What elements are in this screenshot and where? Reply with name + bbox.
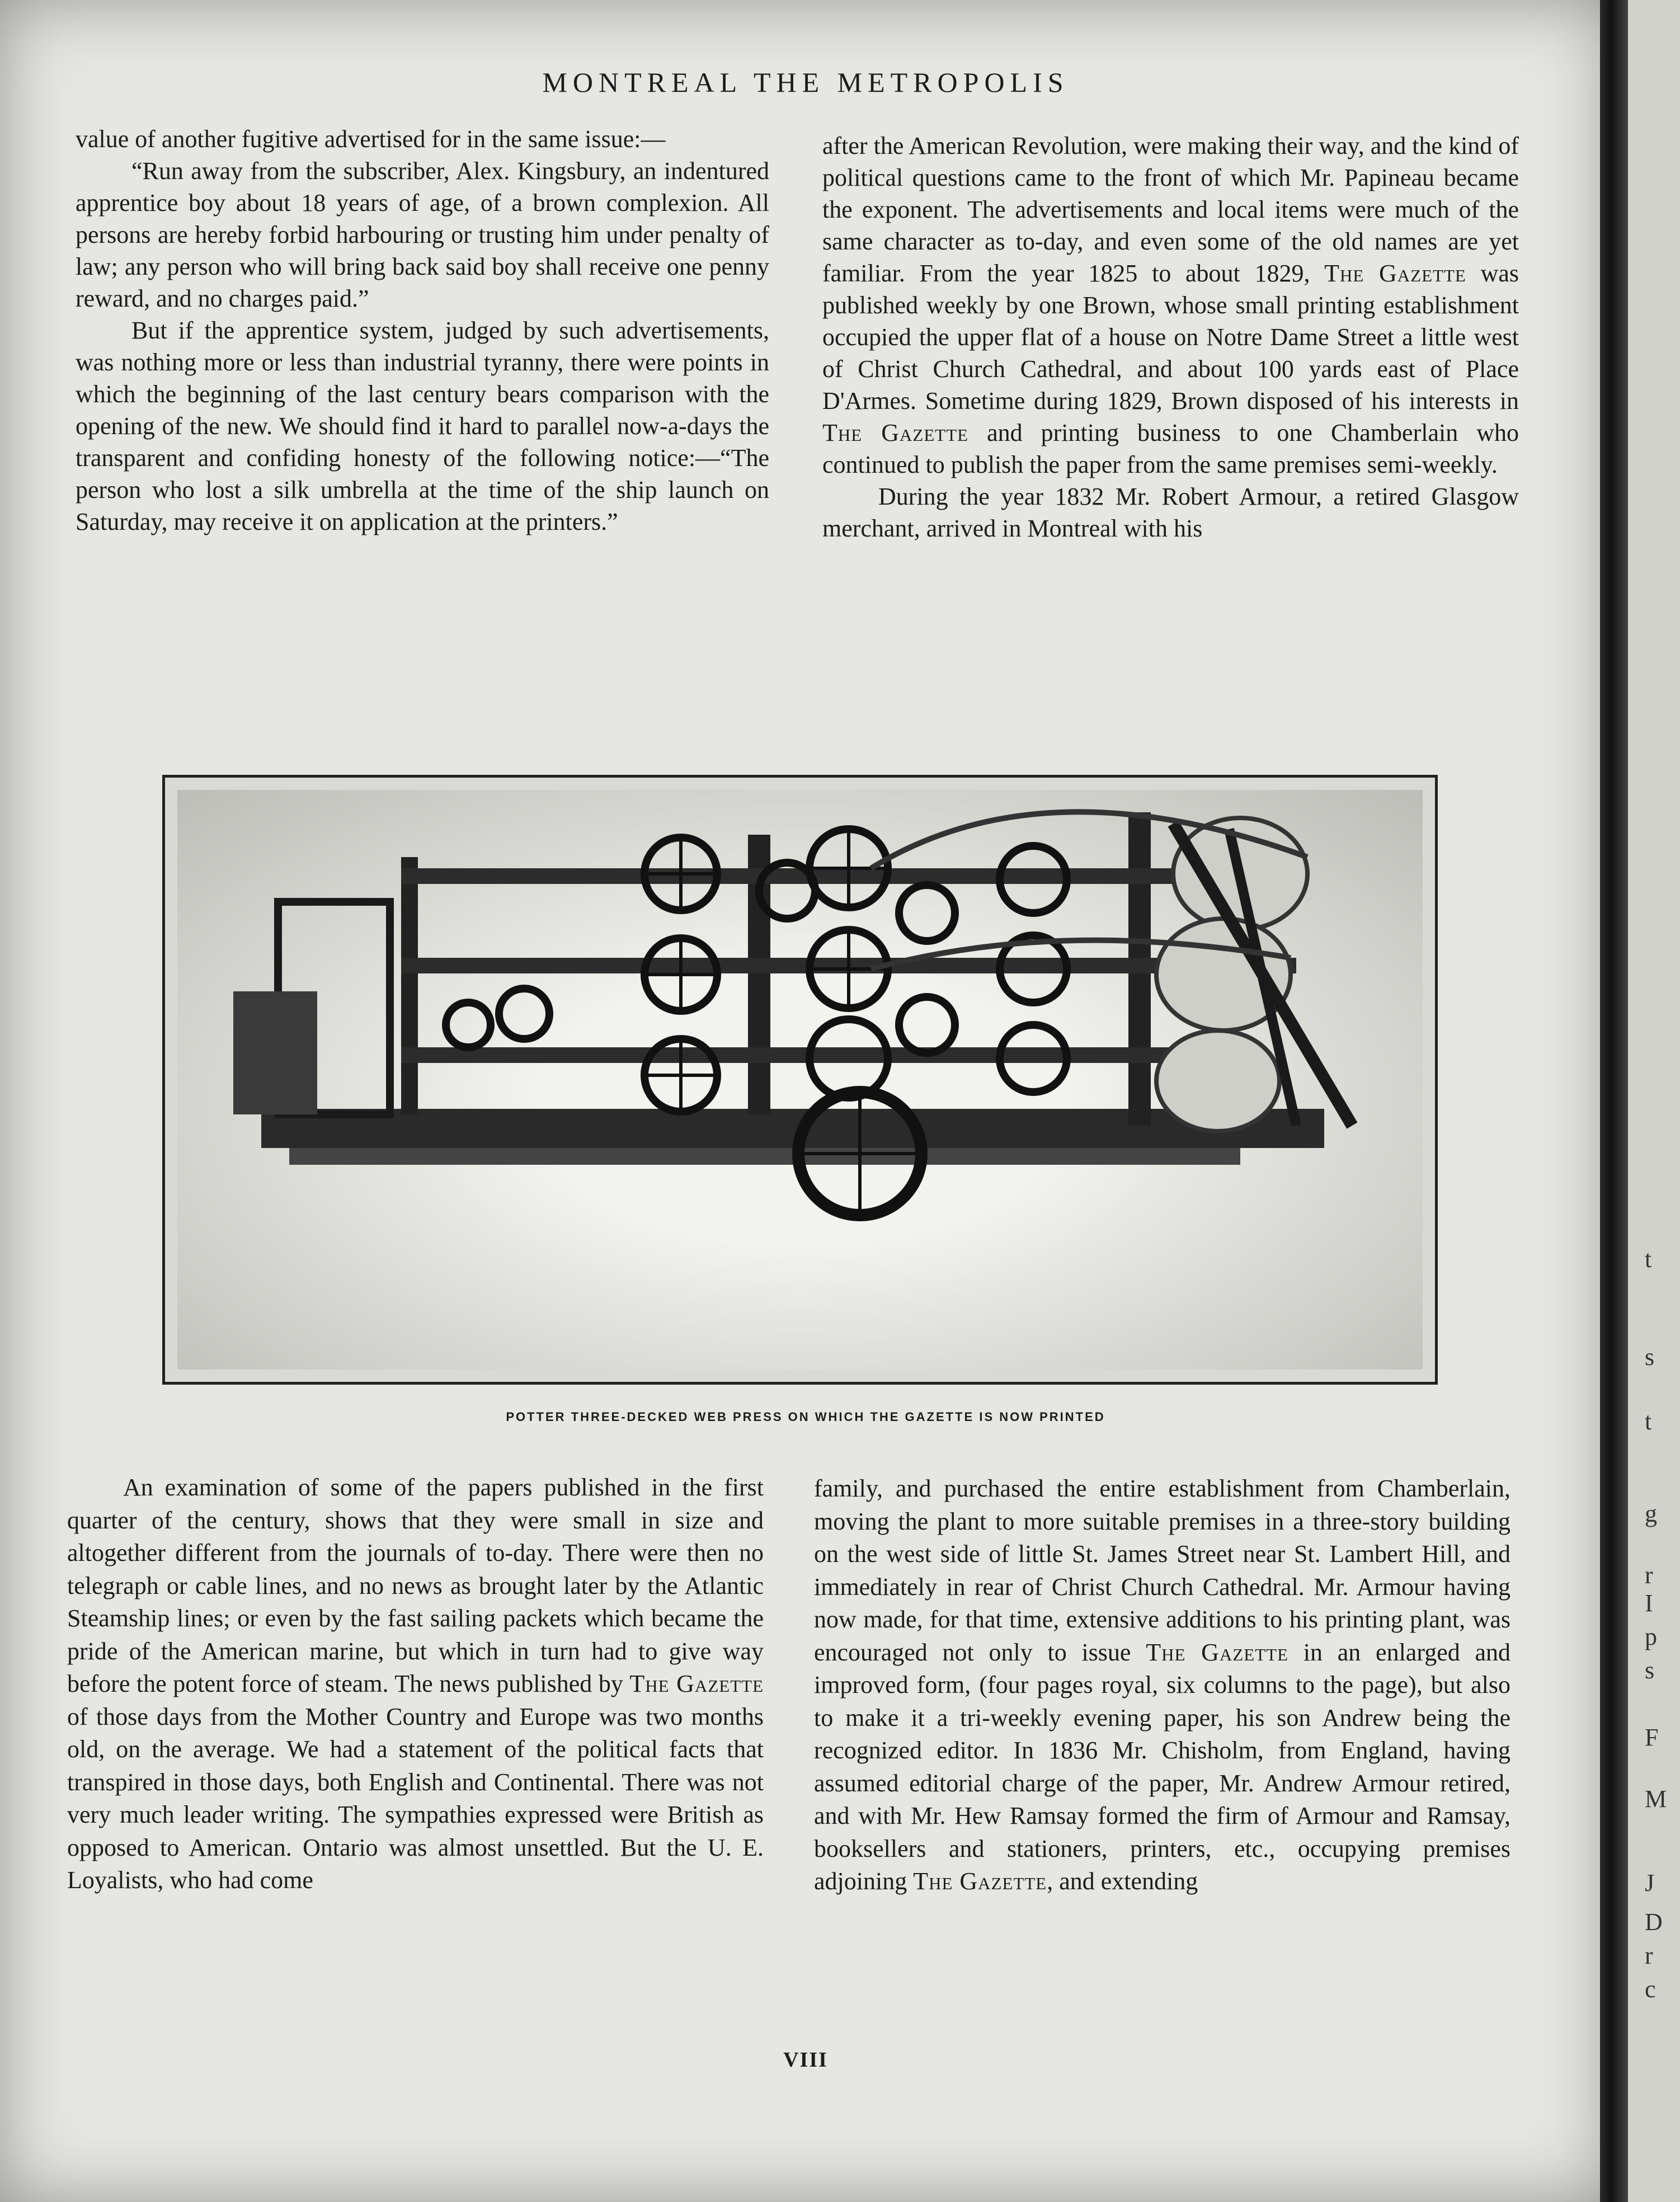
adjacent-page-edge (1628, 0, 1680, 2202)
paragraph: family, and purchased the entire establishment from Chamberlain, moving the plant to more suitable premises in a three-story building on the west side of little St. James Street near St. Lambert Hill, and immediately in rear of Christ Church Cathedral. Mr. Armour having now made, for that time, extensive additions to his printing plant, was encouraged not only to issue The Gazette in an enlarged and improved form, (four pages royal, six columns to the page), but also to make it a tri-weekly evening paper, his son Andrew being the recognized editor. In 1836 Mr. Chisholm, from England, having assumed editorial charge of the paper, Mr. Andrew Armour retired, and with Mr. Hew Ramsay formed the firm of Armour and Ramsay, booksellers and stationers, printers, etc., occupying premises adjoining The Gazette, and extending (814, 1475, 1511, 1895)
adjacent-page-letter: g (1645, 1500, 1657, 1527)
figure-caption: POTTER THREE-DECKED WEB PRESS ON WHICH THE GAZETTE IS NOW PRINTED (506, 1410, 1105, 1424)
column-bottom-left (67, 1471, 764, 1897)
adjacent-page-letter: t (1645, 1408, 1652, 1435)
adjacent-page-letter: D (1645, 1908, 1663, 1936)
adjacent-page-letter: I (1645, 1589, 1653, 1617)
adjacent-page-letter: p (1645, 1623, 1657, 1650)
column-top-right (822, 130, 1519, 544)
adjacent-page-letter: t (1645, 1245, 1652, 1273)
adjacent-page-letter: s (1645, 1343, 1655, 1371)
adjacent-page-letter: c (1645, 1975, 1656, 2003)
column-bottom-right (814, 1472, 1510, 1898)
running-header: MONTREAL THE METROPOLIS (542, 67, 1069, 98)
gazette-name: The Gazette (822, 419, 969, 446)
adjacent-page-letter: s (1645, 1657, 1655, 1684)
press-photograph (162, 775, 1438, 1385)
adjacent-page-letter: J (1645, 1869, 1655, 1897)
paragraph: During the year 1832 Mr. Robert Armour, a retired Glasgow merchant, arrived in Montreal with his (822, 483, 1519, 542)
paragraph: But if the apprentice system, judged by such advertisements, was nothing more or less than industrial tyranny, there were points in which the beginning of the last century bears comparison with the opening of the new. We should find it hard to parallel now-a-days the transparent and confiding honesty of the following notice:—“The person who lost a silk umbrella at the time of the ship launch on Saturday, may receive it on application at the printers.” (76, 317, 769, 535)
adjacent-page-letter: r (1645, 1561, 1653, 1589)
adjacent-page-letter: M (1645, 1785, 1667, 1813)
book-spine-shadow (1600, 0, 1628, 2202)
column-top-left (76, 123, 769, 538)
quoted-advertisement: “Run away from the subscriber, Alex. Kingsbury, an indentured apprentice boy about 18 years of age, of a brown complexion. All persons are hereby forbid harbouring or trusting him under penalty of law; any person who will bring back said boy shall receive one penny reward, and no charges paid.” (76, 157, 769, 312)
gazette-name: The Gazette (1146, 1638, 1289, 1666)
gazette-name: The Gazette (1324, 260, 1466, 287)
paragraph: after the American Revolution, were making their way, and the kind of political questions came to the front of which Mr. Papineau became the exponent. The advertisements and local items were much of the same character as to-day, and even some of the old names are yet familiar. From the year 1825 to about 1829, The Gazette was published weekly by one Brown, whose small printing establishment occupied the upper flat of a house on Notre Dame Street a little west of Christ Church Cathedral, and about 100 yards east of Place D'Armes. Sometime during 1829, Brown disposed of his interests in The Gazette and printing business to one Chamberlain who continued to publish the paper from the same premises semi-weekly. (822, 132, 1519, 478)
press-photo-image (177, 790, 1423, 1370)
gazette-name: The Gazette (913, 1867, 1047, 1895)
page-number: VIII (783, 2048, 828, 2072)
printing-press-illustration (177, 790, 1417, 1364)
adjacent-page-letter: F (1645, 1724, 1659, 1751)
adjacent-page-letter: r (1645, 1942, 1653, 1969)
paragraph: value of another fugitive advertised for in the same issue:— (76, 125, 666, 153)
gazette-name: The Gazette (629, 1670, 764, 1697)
paragraph: An examination of some of the papers published in the first quarter of the century, shows that they were small in size and altogether different from the journals of to-day. There were then no telegraph or cable lines, and no news as brought later by the Atlantic Steamship lines; or even by the fast sailing packets which became the pride of the American marine, but which in turn had to give way before the potent force of steam. The news published by The Gazette of those days from the Mother Country and Europe was two months old, on the average. We had a statement of the political facts that transpired in those days, both English and Continental. There was not very much leader writing. The sympathies expressed were British as opposed to American. Ontario was almost unsettled. But the U. E. Loyalists, who had come (67, 1474, 764, 1894)
